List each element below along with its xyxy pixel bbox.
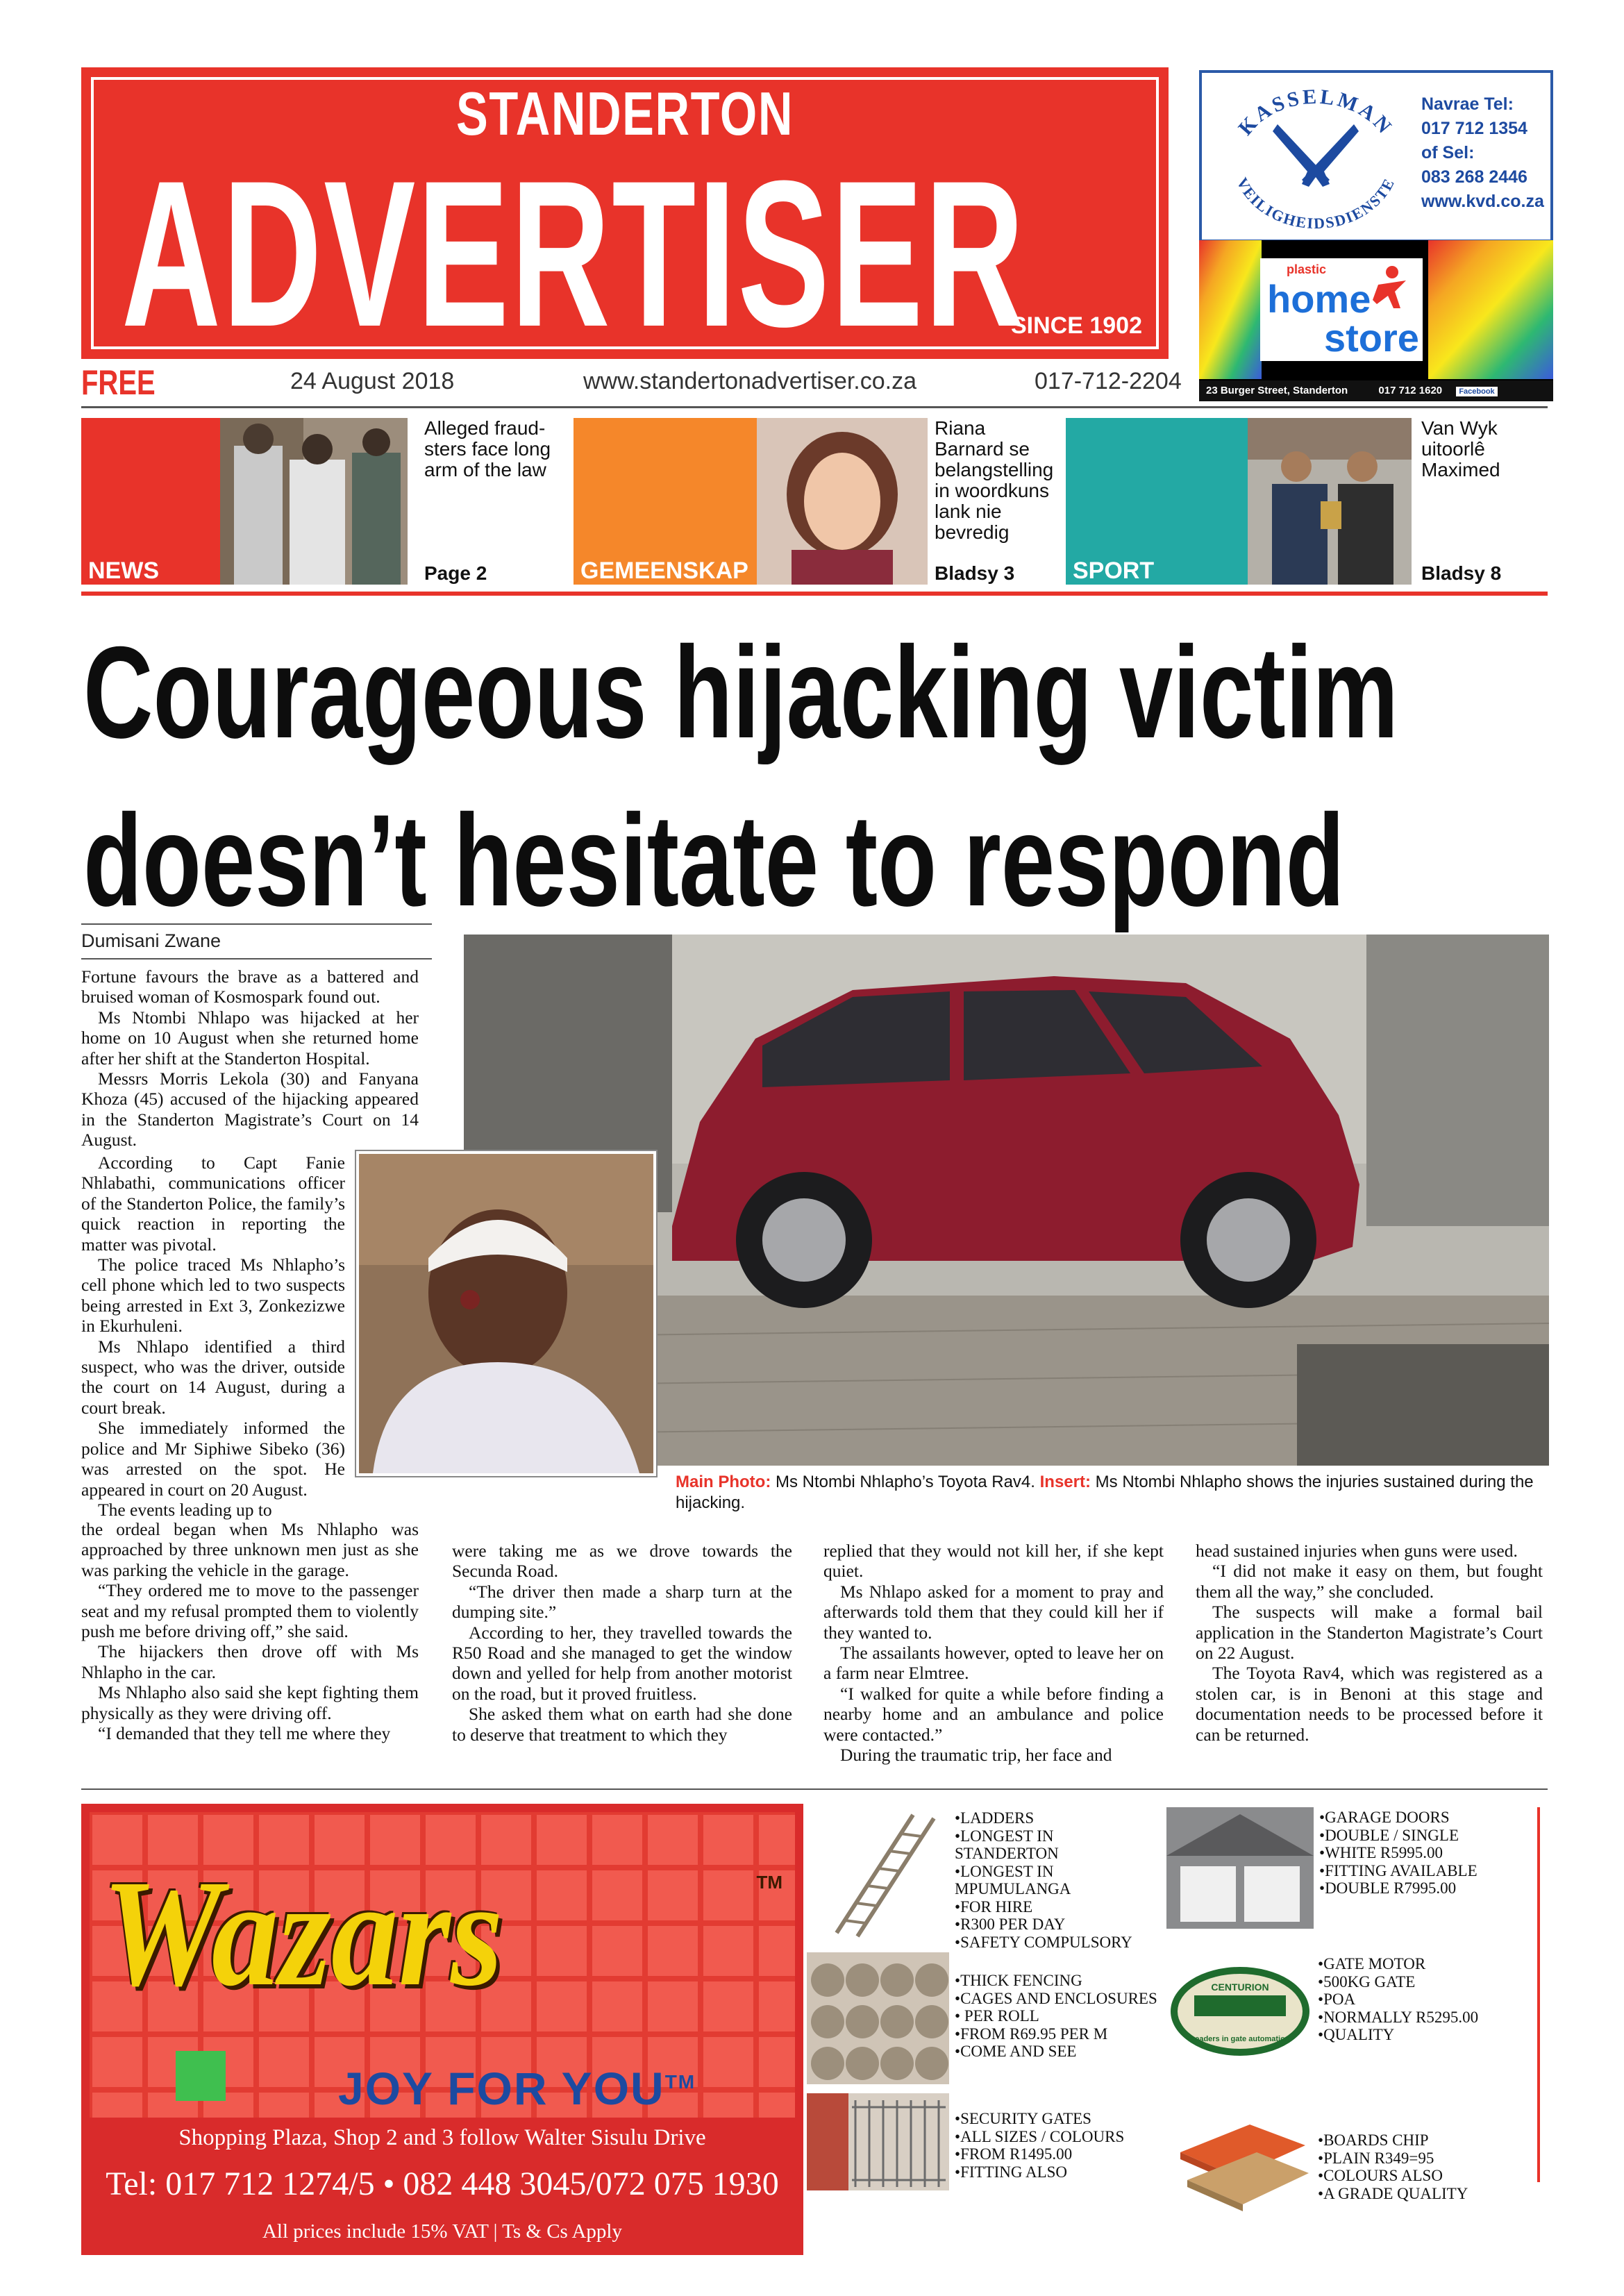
homestore-logo bbox=[1260, 258, 1423, 361]
garage-item: • DOUBLE / SINGLE bbox=[1319, 1827, 1477, 1845]
ad-boards[interactable] bbox=[1166, 2111, 1541, 2222]
ladders-item: • FOR HIRE bbox=[955, 1898, 1156, 1916]
col3-para-1: replied that they would not kill her, if she kept quiet. bbox=[823, 1541, 1164, 1582]
article-column-2 bbox=[452, 1541, 792, 1745]
article-column-1 bbox=[81, 966, 419, 1150]
security-gates-item: • FITTING ALSO bbox=[955, 2163, 1124, 2181]
col2-para-2: “The driver then made a sharp turn at the dumping site.” bbox=[452, 1581, 792, 1623]
lead-headline bbox=[83, 608, 1399, 944]
teaser-news-section: NEWS bbox=[88, 558, 159, 584]
centurion-logo-sub: Leaders in gate automation bbox=[1190, 2035, 1290, 2043]
col4-para-4: The Toyota Rav4, which was registered as a stolen car, is in Benoni at this stage and documentation needs to be processed before it can be returned. bbox=[1196, 1663, 1543, 1745]
teaser-news[interactable] bbox=[81, 418, 553, 585]
col1t-para-3: The hijackers then drove off with Ms Nhlapho in the car. bbox=[81, 1641, 419, 1682]
ads-divider bbox=[81, 1788, 1548, 1790]
fencing-list bbox=[955, 1972, 1157, 2061]
photo-caption bbox=[676, 1472, 1549, 1514]
col1t-para-2: “They ordered me to move to the passenger seat and my refusal prompted them to violently push me before driving off,” she said. bbox=[81, 1580, 419, 1642]
ad-fencing[interactable] bbox=[807, 1952, 1168, 2084]
kvd-line-5[interactable]: www.kvd.co.za bbox=[1421, 192, 1544, 211]
masthead-border bbox=[91, 77, 1159, 370]
teaser-sport-page: Bladsy 8 bbox=[1421, 562, 1502, 584]
col1n-para-4: She immediately informed the police and Mr Siphiwe Sibeko (36) was arrested on the spot. He appeared in court on 20 August. bbox=[81, 1418, 345, 1500]
teaser-sport-headline: Van Wyk uitoorlê Maximed bbox=[1421, 417, 1500, 480]
rifles-icon bbox=[1273, 124, 1359, 187]
teaser-news-image bbox=[220, 418, 408, 585]
dateline-rule bbox=[81, 406, 1548, 408]
homestore-line2: store bbox=[1324, 316, 1419, 360]
kasselman-ad[interactable] bbox=[1199, 70, 1553, 242]
headline-line-2: doesn’t hesitate to respond bbox=[83, 787, 1345, 933]
col1t-para-4: Ms Nhlapho also said she kept fighting them physically as they were driving off. bbox=[81, 1682, 419, 1723]
boards-item: • A GRADE QUALITY bbox=[1318, 2185, 1468, 2203]
fencing-item: • THICK FENCING bbox=[955, 1972, 1157, 1990]
ads-right-border bbox=[1537, 1807, 1540, 2182]
ad-gate-motor[interactable] bbox=[1166, 1952, 1541, 2084]
teaser-community-headline: Riana Barnard se belangstelling in woordkuns lank nie bevredig bbox=[935, 417, 1054, 543]
teaser-news-page: Page 2 bbox=[424, 562, 487, 584]
phone-number: 017-712-2204 bbox=[1035, 368, 1182, 394]
caption-insert-text: Ms Ntombi Nhlapho shows the injuries sustained during the hijacking. bbox=[676, 1473, 1534, 1512]
masthead-main-title: ADVERTISER bbox=[122, 137, 1026, 370]
fencing-rolls-image bbox=[807, 1952, 949, 2084]
wazars-ad[interactable] bbox=[81, 1804, 803, 2255]
svg-text:VEILIGHEIDSDIENSTE bbox=[1233, 175, 1398, 228]
ladders-list bbox=[955, 1809, 1156, 1951]
teaser-news-headline: Alleged fraud-sters face long arm of the law bbox=[424, 417, 551, 480]
caption-main-text: Ms Ntombi Nhlapho’s Toyota Rav4. bbox=[775, 1473, 1035, 1491]
security-gate-image bbox=[807, 2093, 949, 2190]
col3-para-3: The assailants however, opted to leave her on a farm near Elmtree. bbox=[823, 1643, 1164, 1684]
col1-para-2: Ms Ntombi Nhlapo was hijacked at her home on 10 August when she returned home after her shift at the Standerton Hospital. bbox=[81, 1007, 419, 1069]
byline-rule-top bbox=[81, 923, 432, 925]
teaser-sport-section: SPORT bbox=[1073, 558, 1155, 584]
fencing-item: • FROM R69.95 PER M bbox=[955, 2025, 1157, 2043]
masthead bbox=[81, 67, 1169, 370]
caption-main-label: Main Photo: bbox=[676, 1473, 771, 1491]
free-label: FREE bbox=[81, 363, 156, 402]
svg-text:KASSELMAN bbox=[1234, 85, 1398, 140]
ad-security-gates[interactable] bbox=[807, 2093, 1168, 2225]
col3-para-5: During the traumatic trip, her face and bbox=[840, 1745, 1112, 1766]
wazars-tagline-text: JOY FOR YOU bbox=[338, 2063, 665, 2114]
security-gates-item: • FROM R1495.00 bbox=[955, 2145, 1124, 2163]
ad-ladders[interactable] bbox=[809, 1808, 1156, 1951]
gatemotor-item: • NORMALLY R5295.00 bbox=[1318, 2009, 1478, 2027]
masthead-top-title: STANDERTON bbox=[456, 79, 794, 148]
teaser-sport-photo bbox=[1248, 418, 1412, 585]
security-gates-list bbox=[955, 2110, 1124, 2181]
teaser-community-page: Bladsy 3 bbox=[935, 562, 1015, 584]
col1-para-1: Fortune favours the brave as a battered and bruised woman of Kosmospark found out. bbox=[81, 966, 419, 1007]
garage-item: • DOUBLE R7995.00 bbox=[1319, 1879, 1477, 1897]
col1t-para-5: “I demanded that they tell me where they bbox=[98, 1723, 391, 1744]
article-column-1-tail bbox=[81, 1519, 419, 1743]
homestore-phone: 017 712 1620 bbox=[1378, 385, 1443, 396]
website-link[interactable]: www.standertonadvertiser.co.za bbox=[583, 368, 917, 394]
chipboard-image bbox=[1166, 2111, 1314, 2215]
col3-para-2: Ms Nhlapo asked for a moment to pray and afterwards told them that they could kill her if they wanted to. bbox=[823, 1581, 1164, 1643]
garage-item: • WHITE R5995.00 bbox=[1319, 1844, 1477, 1862]
col1n-para-5: The events leading up to bbox=[98, 1499, 272, 1520]
teaser-community-image bbox=[757, 418, 928, 585]
homestore-address: 23 Burger Street, Standerton bbox=[1206, 385, 1348, 396]
ad-garage-doors[interactable] bbox=[1166, 1807, 1541, 1939]
ladders-item: • R300 PER DAY bbox=[955, 1916, 1156, 1934]
col2-para-4: She asked them what on earth had she done to deserve that treatment to which they bbox=[452, 1704, 792, 1745]
wazars-vat-note: All prices include 15% VAT | Ts & Cs Apply bbox=[262, 2220, 622, 2243]
boards-item: • COLOURS ALSO bbox=[1318, 2167, 1468, 2185]
boards-item: • BOARDS CHIP bbox=[1318, 2131, 1468, 2150]
col4-para-2: “I did not make it easy on them, but fought them all the way,” she concluded. bbox=[1196, 1561, 1543, 1602]
article-column-3 bbox=[823, 1541, 1164, 1765]
col1n-para-3: Ms Nhlapo identified a third suspect, who was the driver, outside the court on 14 August, during a court break. bbox=[81, 1336, 345, 1418]
insert-photo bbox=[356, 1151, 656, 1476]
homestore-info-bar bbox=[1199, 380, 1553, 401]
col4-para-1: head sustained injuries when guns were used. bbox=[1196, 1541, 1518, 1561]
security-gates-item: • SECURITY GATES bbox=[955, 2110, 1124, 2128]
wazars-logo: Wazars bbox=[102, 1848, 503, 2018]
teaser-community-section: GEMEENSKAP bbox=[580, 558, 748, 584]
ladders-item: • LONGEST IN MPUMULANGA bbox=[955, 1863, 1156, 1898]
gatemotor-item: • GATE MOTOR bbox=[1318, 1955, 1478, 1973]
garage-item: • GARAGE DOORS bbox=[1319, 1809, 1477, 1827]
masthead-since: SINCE 1902 bbox=[1011, 312, 1142, 339]
col1-para-3: Messrs Morris Lekola (30) and Fanyana Khoza (45) accused of the hijacking appeared in the Standerton Magistrate’s Court on 14 August. bbox=[81, 1069, 419, 1150]
fencing-item: • COME AND SEE bbox=[955, 2043, 1157, 2061]
col1n-para-2: The police traced Ms Nhlapho’s cell phone which led to two suspects being arrested in Ext 3, Zonkezizwe in Ekurhuleni. bbox=[81, 1255, 345, 1336]
issue-date: 24 August 2018 bbox=[290, 368, 455, 394]
teaser-community-photo bbox=[757, 418, 928, 585]
caption-insert-label: Insert: bbox=[1039, 1473, 1091, 1491]
teaser-community[interactable] bbox=[574, 417, 1054, 585]
byline: Dumisani Zwane bbox=[81, 930, 221, 951]
wazars-tagline-tm: TM bbox=[664, 2071, 696, 2093]
fencing-item: • PER ROLL bbox=[955, 2007, 1157, 2025]
garage-item: • FITTING AVAILABLE bbox=[1319, 1862, 1477, 1880]
gatemotor-item: • 500KG GATE bbox=[1318, 1973, 1478, 1991]
gatemotor-list bbox=[1318, 1955, 1478, 2044]
victim-photo bbox=[359, 1154, 653, 1473]
col4-para-3: The suspects will make a formal bail application in the Standerton Magistrate’s Court on 22 August. bbox=[1196, 1602, 1543, 1664]
kvd-line-3: of Sel: bbox=[1421, 143, 1475, 162]
ladders-item: • LONGEST IN STANDERTON bbox=[955, 1827, 1156, 1863]
kasselman-logo bbox=[1212, 83, 1420, 228]
ladder-icon bbox=[809, 1808, 948, 1940]
homestore-line1: home bbox=[1267, 277, 1371, 321]
fencing-item: • CAGES AND ENCLOSURES bbox=[955, 1990, 1157, 2008]
security-gates-item: • ALL SIZES / COLOURS bbox=[955, 2128, 1124, 2146]
col1n-para-1: According to Capt Fanie Nhlabathi, communications officer of the Standerton Police, the family’s quick reaction in reporting the matter was pivotal. bbox=[81, 1153, 345, 1255]
kasselman-contact bbox=[1421, 92, 1544, 214]
boards-list bbox=[1318, 2131, 1468, 2202]
section-divider bbox=[81, 592, 1548, 596]
article-column-4 bbox=[1196, 1541, 1543, 1745]
homestore-ad[interactable] bbox=[1199, 240, 1553, 401]
teaser-news-photo bbox=[220, 418, 408, 585]
figure-icon bbox=[1364, 264, 1413, 312]
col2-para-3: According to her, they travelled towards the R50 Road and she managed to get the window down and yelled for help from another motorist on the road, but it proved fruitless. bbox=[452, 1622, 792, 1704]
article-column-1-narrow bbox=[81, 1153, 345, 1520]
col1t-para-1: the ordeal began when Ms Nhlapho was approached by three unknown men just as she was parking the vehicle in the garage. bbox=[81, 1519, 419, 1580]
ladders-item: • SAFETY COMPULSORY bbox=[955, 1934, 1156, 1952]
boards-item: • PLAIN R349=95 bbox=[1318, 2150, 1468, 2168]
gatemotor-item: • POA bbox=[1318, 1991, 1478, 2009]
kvd-line-2: 017 712 1354 bbox=[1421, 119, 1527, 138]
kasselman-logo-top: KASSELMAN bbox=[1234, 85, 1398, 140]
centurion-logo bbox=[1166, 1959, 1314, 2063]
gatemotor-item: • QUALITY bbox=[1318, 2026, 1478, 2044]
col2-para-1: were taking me as we drove towards the Secunda Road. bbox=[452, 1541, 792, 1582]
wazars-tagline bbox=[338, 2062, 696, 2115]
kasselman-logo-bottom: VEILIGHEIDSDIENSTE bbox=[1233, 174, 1398, 228]
wazars-trademark: TM bbox=[756, 1872, 782, 1893]
wazars-telephone: Tel: 017 712 1274/5 • 082 448 3045/072 075 1930 bbox=[106, 2165, 779, 2202]
ladders-item: • LADDERS bbox=[955, 1809, 1156, 1827]
teaser-sport[interactable] bbox=[1066, 418, 1548, 585]
garage-list bbox=[1319, 1809, 1477, 1897]
kvd-line-1: Navrae Tel: bbox=[1421, 94, 1514, 114]
teaser-sport-image bbox=[1248, 418, 1412, 585]
garage-door-image bbox=[1166, 1807, 1314, 1929]
homestore-small: plastic bbox=[1287, 262, 1327, 276]
col3-para-4: “I walked for quite a while before finding a nearby home and an ambulance and police were contacted.” bbox=[823, 1683, 1164, 1745]
centurion-logo-text: CENTURION bbox=[1211, 1981, 1269, 1993]
kvd-line-4: 083 268 2446 bbox=[1421, 167, 1527, 187]
wazars-address: Shopping Plaza, Shop 2 and 3 follow Walter Sisulu Drive bbox=[178, 2125, 706, 2150]
headline-line-1: Courageous hijacking victim bbox=[83, 619, 1399, 765]
facebook-badge[interactable]: Facebook bbox=[1456, 387, 1497, 396]
byline-rule-bottom bbox=[81, 958, 432, 960]
